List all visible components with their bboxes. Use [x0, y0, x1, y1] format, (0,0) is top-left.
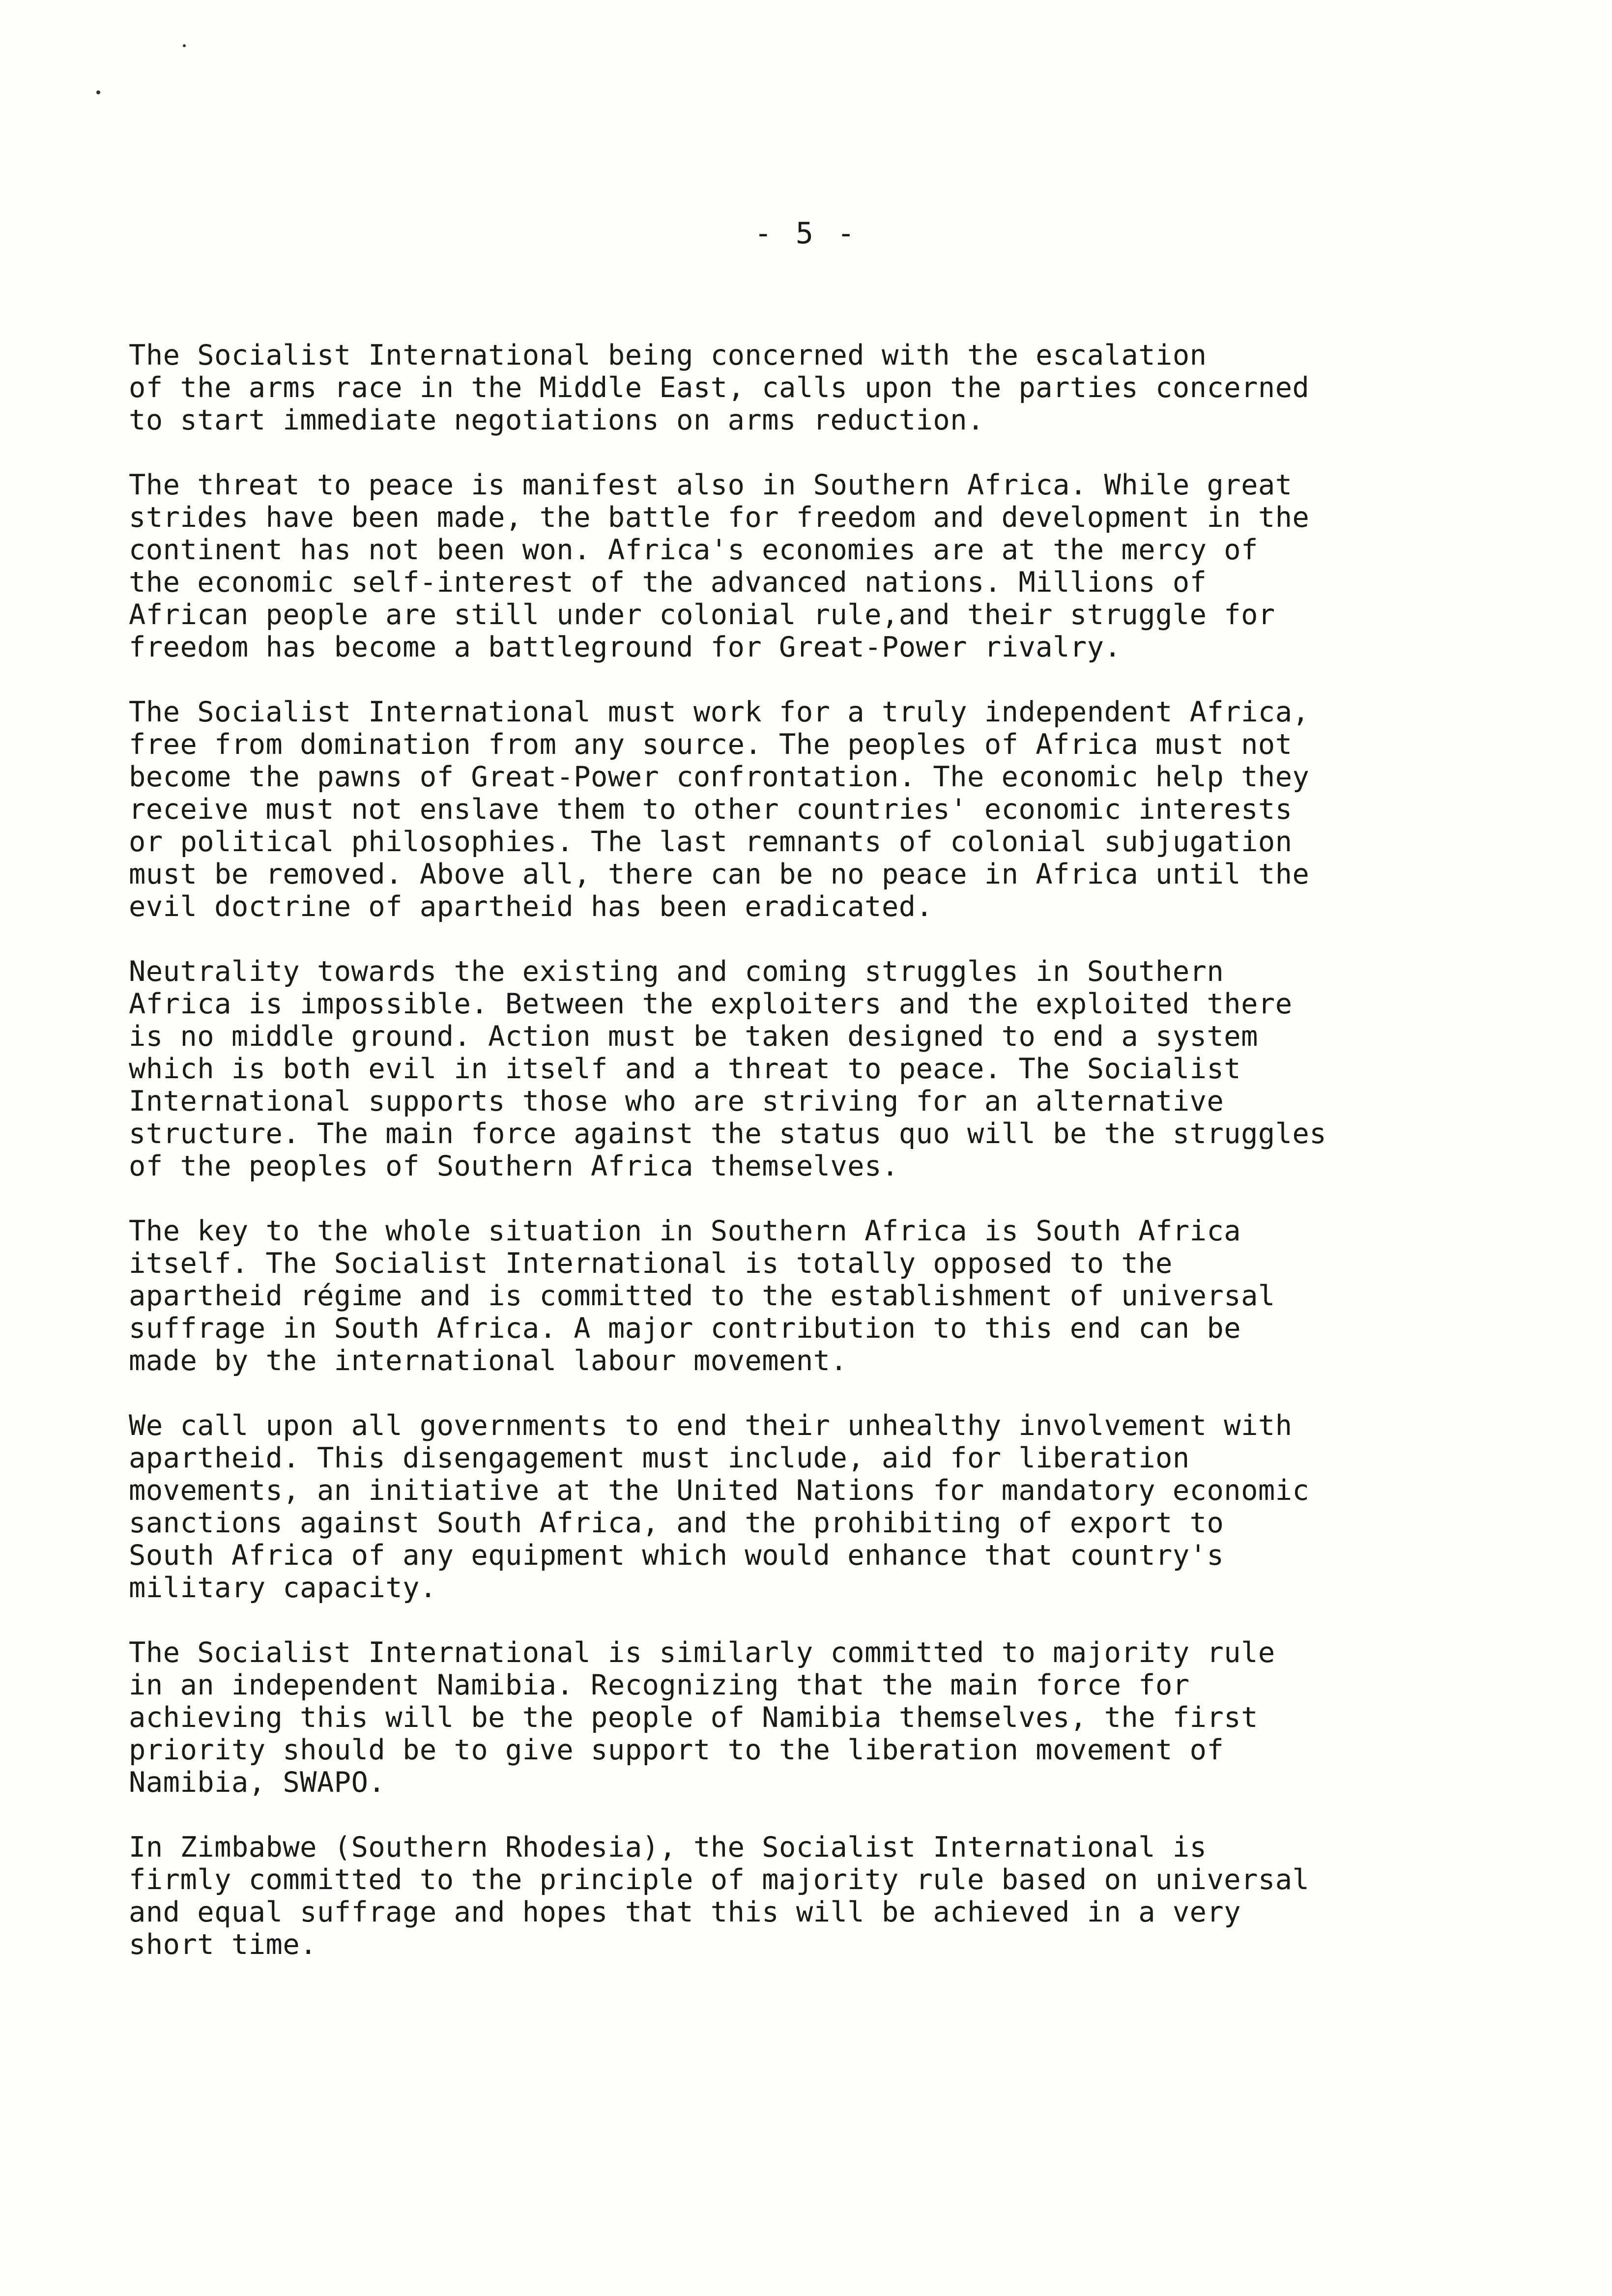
scan-speck	[96, 90, 100, 94]
paragraph-neutrality: Neutrality towards the existing and coming struggles in Southern Africa is impossible. Between the exploiters and the exploited there is no middle ground. Action must be taken designed to end a system which is both evil in itself and a threat to peace. The Socialist International supports those who are striving for an alternative structure. The main force against the status quo will be the struggles of the peoples of Southern Africa themselves.	[129, 955, 1327, 1182]
paragraph-threat-to-peace: The threat to peace is manifest also in Southern Africa. While great strides have been made, the battle for freedom and development in the continent has not been won. Africa's economies are at the mercy of the economic self-interest of the advanced nations. Millions of African people are still under colonial rule,and their struggle for freedom has become a battleground for Great-Power rivalry.	[129, 469, 1310, 663]
paragraph-zimbabwe: In Zimbabwe (Southern Rhodesia), the Socialist International is firmly committed to the principle of majority rule based on universal and equal suffrage and hopes that this will be achieved in a very short time.	[129, 1831, 1310, 1961]
paragraph-independent-africa: The Socialist International must work for a truly independent Africa, free from domination from any source. The peoples of Africa must not become the pawns of Great-Power confrontation. The economic help they receive must not enslave them to other countries' economic interests or political philosophies. The last remnants of colonial subjugation must be removed. Above all, there can be no peace in Africa until the evil doctrine of apartheid has been eradicated.	[129, 696, 1310, 923]
paragraph-namibia: The Socialist International is similarly committed to majority rule in an independent Namibia. Recognizing that the main force for achieving this will be the people of Namibia themselves, the first priority should be to give support to the liberation movement of Namibia, SWAPO.	[129, 1636, 1275, 1799]
paragraph-governments: We call upon all governments to end their unhealthy involvement with apartheid. This disengagement must include, aid for liberation movements, an initiative at the United Nations for mandatory economic sanctions against South Africa, and the prohibiting of export to South Africa of any equipment which would enhance that country's military capacity.	[129, 1409, 1310, 1604]
page-number: - 5 -	[754, 216, 858, 251]
document-body	[129, 339, 1534, 1993]
paragraph-arms-race: The Socialist International being concerned with the escalation of the arms race in the Middle East, calls upon the parties concerned to start immediate negotiations on arms reduction.	[129, 339, 1310, 436]
scan-speck	[183, 44, 186, 47]
paragraph-south-africa: The key to the whole situation in Southern Africa is South Africa itself. The Socialist International is totally opposed to the apartheid régime and is committed to the establishment of universal suffrage in South Africa. A major contribution to this end can be made by the international labour movement.	[129, 1215, 1275, 1377]
